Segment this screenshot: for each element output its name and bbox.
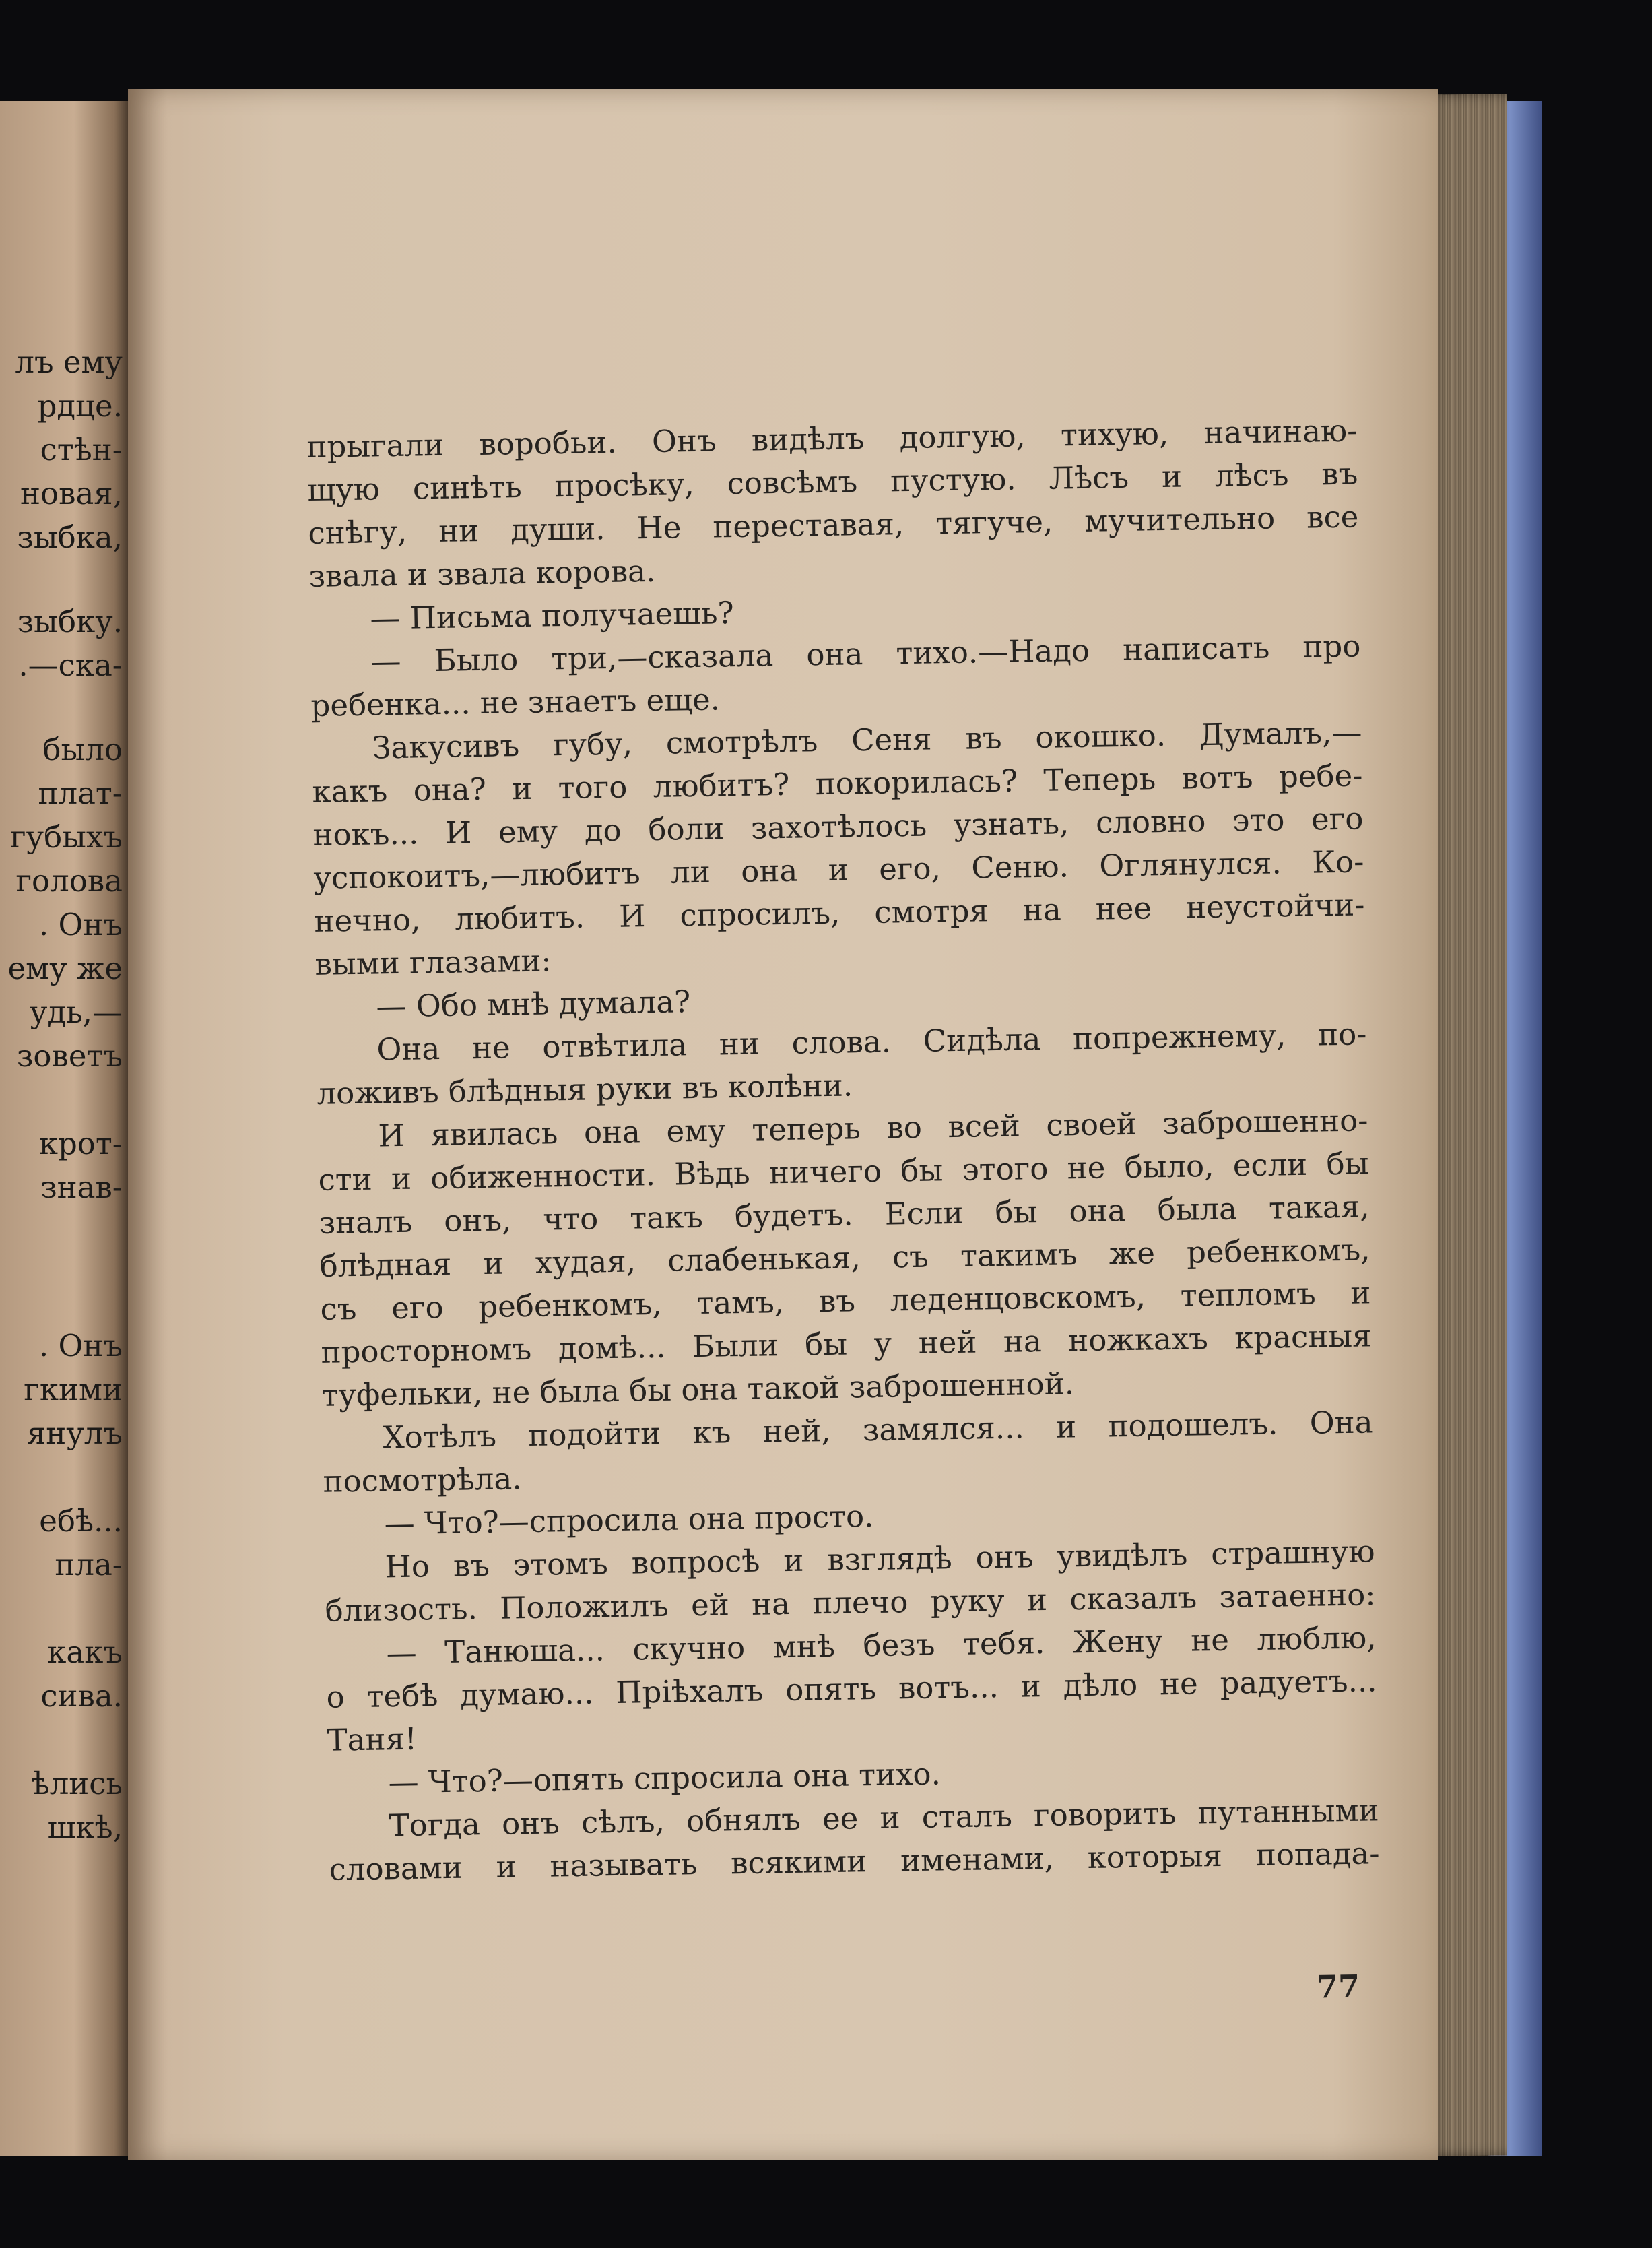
text-line: — Обо мнѣ думала? (376, 984, 691, 1025)
text-line: нечно, любитъ. И спросилъ, смотря на нее неустойчи- (314, 887, 1365, 939)
text-line: прыгали воробьи. Онъ видѣлъ долгую, тихую, начинаю- (306, 412, 1358, 465)
text-line: — Было три,—сказала она тихо.—Надо написать про (370, 628, 1361, 680)
text-line: Таня! (327, 1721, 418, 1758)
text-line: нокъ... И ему до боли захотѣлось узнать, словно это его (312, 800, 1364, 853)
left-page-line: янулъ (26, 1415, 123, 1451)
text-line: сти и обиженности. Вѣдь ничего бы этого не было, если бы (318, 1145, 1369, 1198)
text-line: Тогда онъ сѣлъ, обнялъ ее и сталъ говорить путанными (389, 1792, 1379, 1844)
text-line: какъ она? и того любитъ? покорилась? Теперь вотъ ребе- (312, 757, 1363, 810)
text-line: туфельки, не была бы она такой заброшенной. (321, 1366, 1075, 1413)
text-line: ребенка... не знаетъ еще. (310, 681, 721, 724)
left-page-line: гкими (24, 1372, 123, 1407)
text-line: Но въ этомъ вопросѣ и взглядѣ онъ увидѣлъ страшную (385, 1533, 1375, 1585)
main-page (128, 89, 1438, 2160)
left-page-line: рдце. (37, 388, 123, 424)
text-line: о тебѣ думаю... Пріѣхалъ опять вотъ... и дѣло не радуетъ... (326, 1663, 1377, 1715)
text-line: — Что?—опять спросила она тихо. (388, 1756, 941, 1801)
text-line: блѣдная и худая, слабенькая, съ такимъ же ребенкомъ, (319, 1231, 1370, 1284)
text-line: ложивъ блѣдныя руки въ колѣни. (317, 1067, 853, 1112)
left-page-line: ебѣ... (39, 1503, 123, 1539)
page-number: 77 (1316, 1968, 1360, 2005)
left-page-line: голова (15, 863, 123, 899)
left-page-line: губыхъ (10, 819, 123, 855)
text-line: — Письма получаешь? (370, 595, 735, 637)
left-page-line: лъ ему (15, 344, 123, 380)
text-line: И явилась она ему теперь во всей своей заброшенно- (378, 1102, 1368, 1154)
left-page-line: какъ (47, 1634, 123, 1670)
left-page-line: сива. (40, 1678, 123, 1714)
left-page-line: зыбку. (17, 604, 123, 639)
text-line: снѣгу, ни души. Не переставая, тягуче, мучительно все (308, 499, 1359, 551)
text-line: успокоитъ,—любитъ ли она и его, Сеню. Оглянулся. Ко- (313, 843, 1364, 896)
left-page-line: пла- (55, 1547, 123, 1582)
text-line: звала и звала корова. (308, 552, 656, 594)
left-page-line: знав- (40, 1169, 123, 1205)
text-line: словами и называть всякими именами, которыя попада- (329, 1835, 1380, 1888)
left-page-line: ему же (7, 951, 123, 986)
left-page-line: . Онъ (38, 1328, 123, 1363)
text-line: просторномъ домѣ... Были бы у ней на ножкахъ красныя (321, 1318, 1372, 1370)
left-page-line: зыбка, (17, 519, 123, 555)
left-page-line: было (42, 732, 123, 767)
text-line: — Что?—спросила она просто. (384, 1498, 874, 1542)
left-page-line: .—ска- (18, 647, 123, 683)
text-line: Закусивъ губу, смотрѣлъ Сеня въ окошко. Думалъ,— (372, 714, 1362, 766)
text-line: посмотрѣла. (323, 1460, 522, 1500)
page-text (306, 409, 1380, 1891)
left-page-line: плат- (38, 775, 123, 811)
left-page-line: удь,— (30, 994, 123, 1030)
text-line: выми глазами: (315, 942, 552, 982)
text-line: Она не отвѣтила ни слова. Сидѣла попрежнему, по- (376, 1016, 1367, 1068)
page-edges (1426, 94, 1507, 2156)
left-page-line: крот- (38, 1126, 123, 1161)
text-line: щую синѣть просѣку, совсѣмъ пустую. Лѣсъ и лѣсъ въ (307, 455, 1358, 508)
text-line: — Танюша... скучно мнѣ безъ тебя. Жену не люблю, (386, 1619, 1377, 1671)
left-page-line: зоветъ (16, 1038, 123, 1074)
text-line: съ его ребенкомъ, тамъ, въ леденцовскомъ, тепломъ и (320, 1275, 1371, 1327)
left-page-line: шкѣ, (47, 1809, 123, 1845)
text-line: близость. Положилъ ей на плечо руку и сказалъ затаенно: (325, 1576, 1376, 1629)
left-page-line: стѣн- (40, 432, 123, 468)
left-page (0, 101, 135, 2156)
text-line: зналъ онъ, что такъ будетъ. Если бы она была такая, (319, 1188, 1370, 1241)
left-page-line: новая, (20, 476, 123, 511)
left-page-line: . Онъ (38, 907, 123, 942)
left-page-line: ѣлись (31, 1766, 123, 1801)
text-line: Хотѣлъ подойти къ ней, замялся... и подошелъ. Она (383, 1404, 1373, 1456)
